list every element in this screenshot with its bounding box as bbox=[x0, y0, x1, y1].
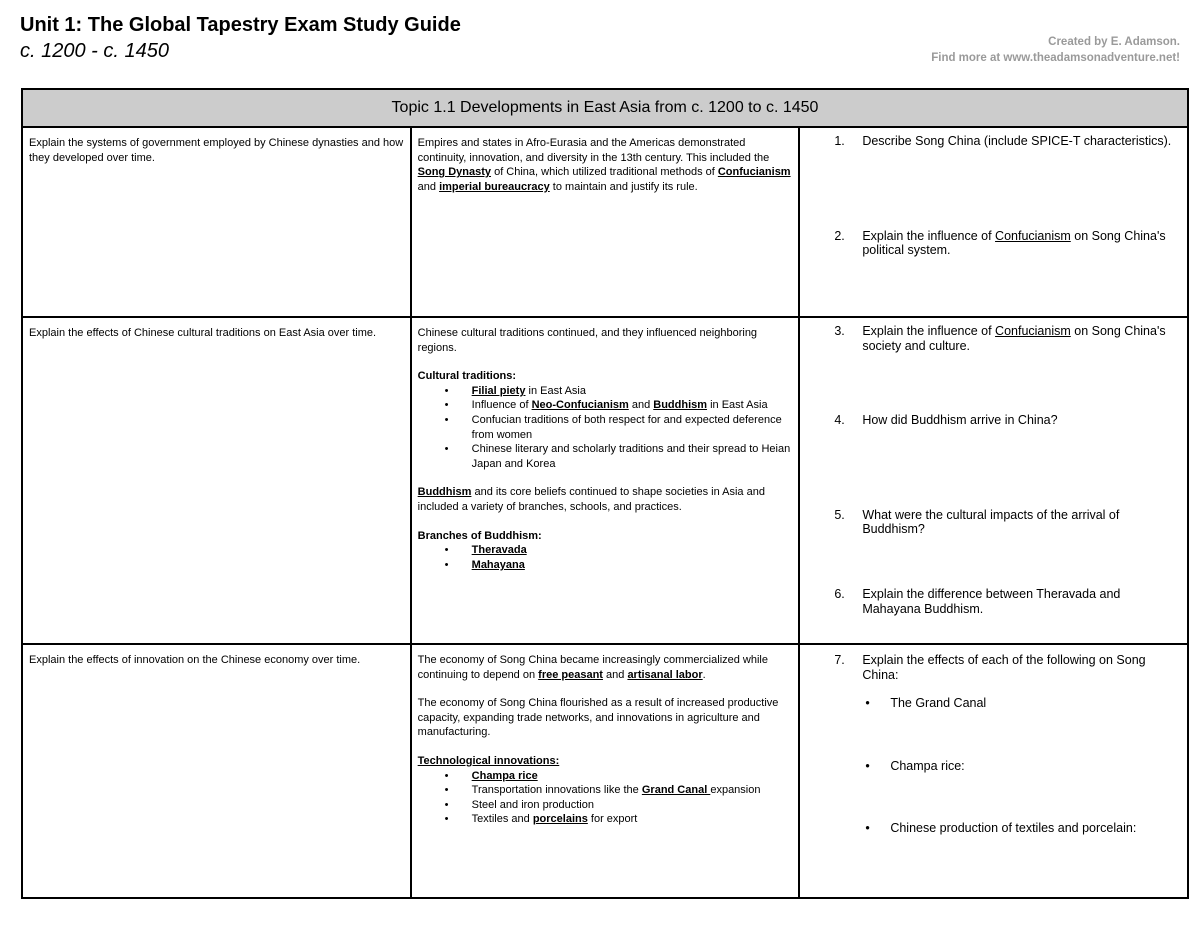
list-item: • Confucian traditions of both respect for and expected deference from women bbox=[472, 413, 793, 442]
section-heading: Cultural traditions: bbox=[417, 370, 517, 383]
list-item: • Textiles and porcelains for export bbox=[472, 812, 793, 827]
list-item: • Transportation innovations like the Grand Canal expansion bbox=[472, 783, 793, 798]
traditions-list bbox=[418, 384, 793, 472]
objective-text: Explain the effects of Chinese cultural traditions on East Asia over time. bbox=[29, 327, 377, 339]
question-5: 5. What were the cultural impacts of the arrival of Buddhism? bbox=[834, 507, 1120, 537]
study-guide-table bbox=[21, 88, 1189, 899]
question-6: 6. Explain the difference between Theravada and Mahayana Buddhism. bbox=[834, 586, 1121, 616]
credit-website[interactable]: Find more at www.theadamsonadventure.net! bbox=[931, 52, 1180, 64]
list-item: • Mahayana bbox=[472, 558, 793, 573]
content-text: Chinese cultural traditions continued, and they influenced neighboring regions. Cultural traditions: • Filial piety in East Asia • Influence of Neo-Confucianism and Buddhism in East Asia • Confucian traditions of both respect for and expected deference from women • Chinese literary and scholarly traditions and their spread to Heian Japan and Korea Buddhism and its core beliefs continued to shape societies in Asia and included a variety of branches, schools, and practices. Branches of Buddhism: • Theravada • Mahayana bbox=[412, 318, 799, 572]
questions-cell bbox=[799, 317, 1188, 644]
objective-text: Explain the systems of government employed by Chinese dynasties and how they developed over time. bbox=[29, 137, 404, 164]
objective-text: Explain the effects of innovation on the Chinese economy over time. bbox=[29, 654, 361, 666]
list-item: • Theravada bbox=[472, 543, 793, 558]
list-item: • Influence of Neo-Confucianism and Buddhism in East Asia bbox=[472, 398, 793, 413]
page-subtitle: c. 1200 - c. 1450 bbox=[20, 40, 169, 62]
list-item: • Steel and iron production bbox=[472, 798, 793, 813]
page-title: Unit 1: The Global Tapestry Exam Study Guide bbox=[20, 14, 461, 36]
branches-list bbox=[418, 543, 793, 572]
content-text: Empires and states in Afro-Eurasia and the Americas demonstrated continuity, innovation, and diversity in the 13th century. This included the Song Dynasty of China, which utilized traditional methods of Confucianism and imperial bureaucracy to maintain and justify its rule. bbox=[417, 137, 791, 193]
list-item: • The Grand Canal bbox=[890, 696, 1173, 711]
table-row bbox=[22, 317, 1188, 644]
key-term: Confucianism bbox=[717, 166, 791, 179]
objective-cell bbox=[22, 317, 411, 644]
list-item: • Champa rice: bbox=[890, 759, 1173, 774]
credit-block bbox=[931, 34, 1180, 66]
list-item: • Chinese literary and scholarly traditions and their spread to Heian Japan and Korea bbox=[472, 442, 793, 471]
question-4: 4. How did Buddhism arrive in China? bbox=[834, 413, 1058, 428]
questions-cell bbox=[799, 644, 1188, 898]
question-2: 2. Explain the influence of Confucianism on Song China's political system. bbox=[834, 228, 1166, 258]
table-row bbox=[22, 127, 1188, 317]
question-3: 3. Explain the influence of Confucianism on Song China's society and culture. bbox=[834, 324, 1166, 353]
content-cell bbox=[411, 127, 800, 317]
question-7-list bbox=[834, 696, 1173, 836]
objective-cell bbox=[22, 644, 411, 898]
list-item: • Filial piety in East Asia bbox=[472, 384, 793, 399]
question-1: 1. Describe Song China (include SPICE-T characteristics). bbox=[834, 134, 1172, 148]
list-item: • Champa rice bbox=[472, 769, 793, 784]
content-cell bbox=[411, 317, 800, 644]
credit-author: Created by E. Adamson. bbox=[1048, 36, 1180, 48]
question-7: 7. Explain the effects of each of the following on Song China: bbox=[834, 653, 1146, 682]
content-text: The economy of Song China became increasingly commercialized while continuing to depend on free peasant and artisanal labor. The economy of Song China flourished as a result of increased productive capacity, expanding trade networks, and innovations in agriculture and manufacturing. Technological innovations: • Champa rice • Transportation innovations like the Grand Canal expansion • Steel and iron production • Textiles and porcelains for export bbox=[412, 645, 799, 827]
section-heading: Technological innovations: bbox=[417, 754, 560, 767]
key-term: imperial bureaucracy bbox=[439, 180, 550, 193]
list-item: • Chinese production of textiles and porcelain: bbox=[890, 821, 1173, 836]
content-cell bbox=[411, 644, 800, 898]
table-row bbox=[22, 644, 1188, 898]
innovations-list bbox=[418, 769, 793, 827]
key-term: Song Dynasty bbox=[417, 166, 492, 179]
objective-cell bbox=[22, 127, 411, 317]
section-heading: Branches of Buddhism: bbox=[417, 529, 542, 542]
questions-cell bbox=[799, 127, 1188, 317]
topic-header: Topic 1.1 Developments in East Asia from c. 1200 to c. 1450 bbox=[22, 89, 1188, 127]
